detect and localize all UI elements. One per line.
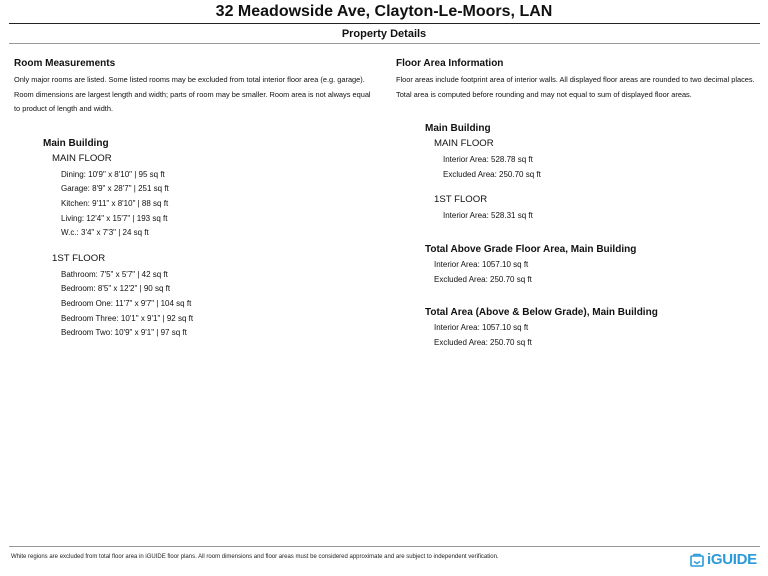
iguide-logo-text: iGUIDE [707,551,757,568]
total-area-title: Total Area (Above & Below Grade), Main Building [425,307,658,319]
area-item: Interior Area: 528.31 sq ft [443,211,533,221]
room-item: Bedroom Three: 10'1" x 9'1" | 92 sq ft [61,313,194,323]
page-title: 32 Meadowside Ave, Clayton-Le-Moors, LAN [215,3,553,20]
room-item: W.c.: 3'4" x 7'3" | 24 sq ft [61,228,149,238]
room-floor-name: 1ST FLOOR [52,252,106,264]
room-item: Living: 12'4" x 15'7" | 193 sq ft [61,213,168,223]
area-list-main-floor [396,153,762,182]
area-item: Excluded Area: 250.70 sq ft [434,337,532,347]
room-measurements-description: Only major rooms are listed. Some listed rooms may be excluded from total interior floor area (e.g. garage). Room dimensions are largest length and width; parts of room may be smaller. Room area is not always equal to product of length and width. [14,75,371,114]
area-item: Interior Area: 1057.10 sq ft [434,323,529,333]
room-item: Bedroom: 8'5" x 12'2" | 90 sq ft [61,284,171,294]
room-item: Bedroom One: 11'7" x 9'7" | 104 sq ft [61,298,192,308]
room-item: Dining: 10'9" x 8'10" | 95 sq ft [61,169,165,179]
room-measurements-title: Room Measurements [14,58,116,69]
room-item: Kitchen: 9'11" x 8'10" | 88 sq ft [61,198,169,208]
area-building-name: Main Building [425,123,491,135]
floor-area-description: Floor areas include footprint area of interior walls. All displayed floor areas are rounded to two decimal places. Total area is computed before rounding and may not equal to sum of displayed floor areas. [396,75,755,99]
room-item: Bedroom Two: 10'9" x 9'1" | 97 sq ft [61,328,187,338]
area-floor-name: 1ST FLOOR [434,194,488,206]
total-above-grade-title: Total Above Grade Floor Area, Main Building [425,243,637,255]
room-floor-name: MAIN FLOOR [52,152,112,164]
area-item: Excluded Area: 250.70 sq ft [443,169,541,179]
area-list-1st-floor [396,209,762,224]
total-above-grade-list [396,258,762,287]
total-area-list [396,321,762,350]
room-building-name: Main Building [43,137,109,149]
footer-disclaimer: White regions are excluded from total floor area in iGUIDE floor plans. All room dimensions and floor areas must be considered approximate and are subject to independent verification. [11,554,499,560]
subtitle-rule [9,43,760,44]
area-item: Excluded Area: 250.70 sq ft [434,274,532,284]
page-subtitle: Property Details [341,28,427,40]
room-item: Bathroom: 7'5" x 5'7" | 42 sq ft [61,269,168,279]
area-item: Interior Area: 1057.10 sq ft [434,259,529,269]
floor-area-title: Floor Area Information [396,58,504,69]
area-item: Interior Area: 528.78 sq ft [443,155,533,165]
iguide-logo [690,551,760,569]
title-rule [9,23,760,24]
room-list-1st-floor [14,268,376,341]
room-item: Garage: 8'9" x 28'7" | 251 sq ft [61,184,169,194]
iguide-logo-icon [690,553,704,567]
room-list-main-floor [14,168,376,241]
floor-area-section [396,57,762,350]
room-measurements-section [14,57,376,341]
footer-rule [9,546,760,547]
area-floor-name: MAIN FLOOR [434,138,494,150]
